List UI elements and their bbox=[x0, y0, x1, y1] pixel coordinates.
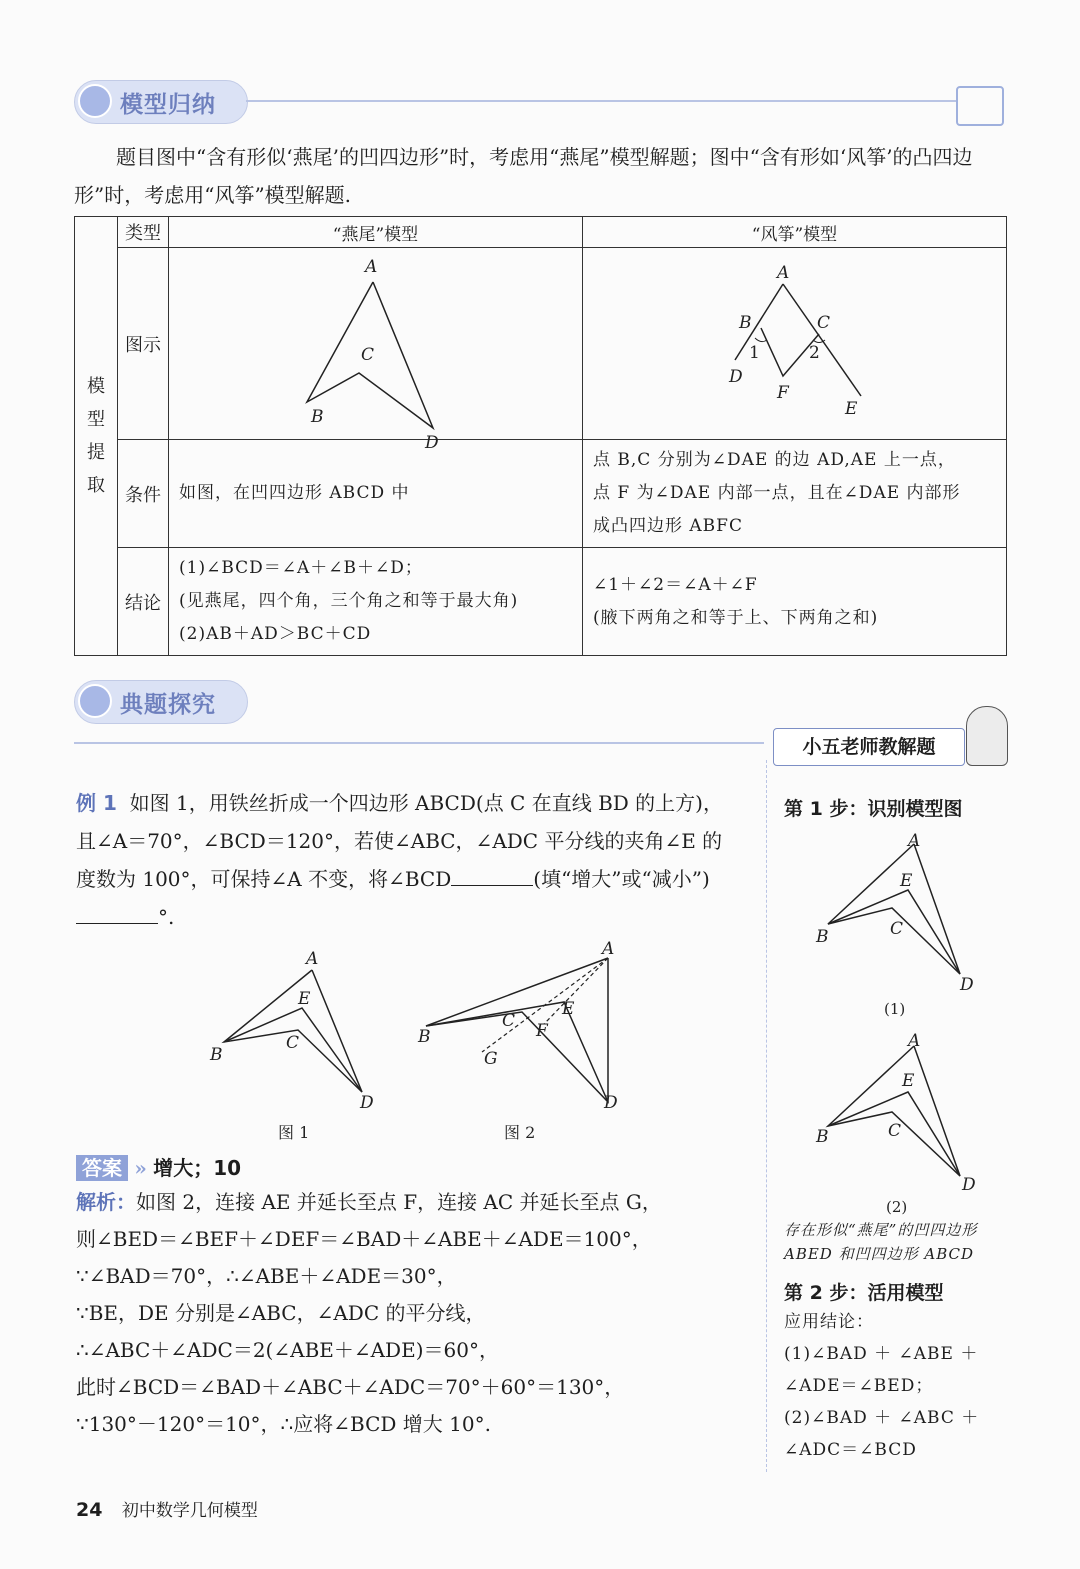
angle-label-2: 2 bbox=[809, 343, 820, 363]
intro-paragraph: 题目图中“含有形似‘燕尾’的凹四边形”时，考虑用“燕尾”模型解题；图中“含有形如‘风筝’的凸四边形”时，考虑用“风筝”模型解题. bbox=[74, 145, 973, 207]
side-fig2-caption: (2) bbox=[886, 1198, 908, 1216]
side-conclusions bbox=[784, 1306, 1014, 1466]
swallow-figure-cell bbox=[169, 248, 583, 453]
kite-condition-line: 成凸四边形 ABFC bbox=[593, 516, 743, 536]
answer-value: 增大；10 bbox=[153, 1156, 242, 1180]
teacher-avatar-icon bbox=[966, 706, 1008, 766]
section-rule bbox=[74, 742, 764, 744]
side-label bbox=[75, 217, 118, 656]
click-hand-icon bbox=[956, 86, 1004, 126]
point-label-A: A bbox=[777, 263, 790, 283]
point-label-C: C bbox=[817, 313, 831, 333]
point-label-E: E bbox=[902, 1071, 915, 1091]
row-label-figure: 图示 bbox=[118, 248, 169, 440]
point-label-B: B bbox=[816, 1127, 829, 1147]
swallow-diagram bbox=[169, 248, 582, 453]
side-label-char: 提 bbox=[87, 442, 105, 463]
fig2-outline bbox=[426, 958, 608, 1102]
point-label-B: B bbox=[311, 407, 324, 427]
analysis-label: 解析： bbox=[76, 1190, 136, 1214]
kite-side-AE bbox=[783, 284, 861, 396]
side-conclusion-line: (2)∠BAD ＋ ∠ABC ＋ bbox=[784, 1408, 980, 1428]
point-label-D: D bbox=[962, 1175, 976, 1195]
example-line: 度数为 100°，可保持∠A 不变，将∠BCD bbox=[76, 867, 452, 891]
side-figure-1 bbox=[800, 826, 1000, 1026]
analysis-line: ∵∠BAD＝70°，∴∠ABE＋∠ADE＝30°， bbox=[76, 1264, 457, 1288]
side-label-char: 型 bbox=[87, 409, 105, 430]
analysis-line: 如图 2，连接 AE 并延长至点 F，连接 AC 并延长至点 G， bbox=[136, 1190, 662, 1214]
analysis-line: 此时∠BCD＝∠BAD＋∠ABC＋∠ADC＝70°＋60°＝130°， bbox=[76, 1375, 625, 1399]
point-label-A: A bbox=[365, 257, 378, 277]
section-title: 典题探究 bbox=[120, 692, 216, 718]
example-line: °. bbox=[158, 905, 175, 929]
dashed-divider bbox=[766, 760, 767, 1472]
example-line: (填“增大”或“减小”) bbox=[533, 867, 710, 891]
fig2-dashed-AF bbox=[544, 958, 608, 1024]
example-line: 如图 1，用铁丝折成一个四边形 ABCD(点 C 在直线 BD 的上方)， bbox=[129, 791, 723, 815]
side-figure-2 bbox=[800, 1026, 1000, 1222]
kite-condition bbox=[583, 440, 1007, 548]
blank-1[interactable] bbox=[451, 865, 533, 886]
side1-outline bbox=[828, 844, 960, 974]
kite-conclusion-line: (腋下两角之和等于上、下两角之和) bbox=[593, 607, 879, 628]
point-label-C: C bbox=[286, 1033, 300, 1053]
cube-icon bbox=[78, 84, 112, 118]
point-label-C: C bbox=[361, 345, 375, 365]
point-label-D: D bbox=[960, 975, 974, 995]
point-label-F: F bbox=[536, 1021, 548, 1041]
chevron-right-icon: » bbox=[134, 1156, 147, 1180]
fig1-caption: 图 1 bbox=[278, 1123, 310, 1142]
blank-2[interactable] bbox=[76, 903, 158, 924]
point-label-A: A bbox=[602, 939, 615, 959]
point-label-B: B bbox=[739, 313, 752, 333]
step1-title: 第 1 步：识别模型图 bbox=[784, 798, 963, 820]
side-label-char: 模 bbox=[87, 376, 105, 397]
kite-conclusion bbox=[583, 548, 1007, 656]
analysis-line: ∵BE，DE 分别是∠ABC，∠ADC 的平分线， bbox=[76, 1301, 486, 1325]
swallow-conclusion bbox=[169, 548, 583, 656]
point-label-D: D bbox=[360, 1093, 374, 1113]
example-text bbox=[76, 784, 756, 936]
point-label-A: A bbox=[908, 1031, 921, 1051]
row-label-conclusion: 结论 bbox=[118, 548, 169, 656]
row-label-condition: 条件 bbox=[118, 440, 169, 548]
side-conclusion-line: (1)∠BAD ＋ ∠ABE ＋ bbox=[784, 1344, 979, 1364]
example-label: 例 1 bbox=[76, 791, 117, 815]
swallow-conclusion-line: (见燕尾，四个角，三个角之和等于最大角) bbox=[179, 591, 519, 611]
point-label-D: D bbox=[604, 1093, 618, 1113]
col-header-swallow: “燕尾”模型 bbox=[169, 217, 583, 248]
point-label-F: F bbox=[777, 383, 789, 403]
book-title: 初中数学几何模型 bbox=[121, 1501, 258, 1521]
fig2-caption: 图 2 bbox=[504, 1123, 536, 1142]
point-label-E: E bbox=[298, 989, 311, 1009]
page-number: 24 bbox=[76, 1499, 103, 1521]
point-label-C: C bbox=[888, 1121, 902, 1141]
analysis-line: ∴∠ABC＋∠ADC＝2(∠ABE＋∠ADE)＝60°， bbox=[76, 1338, 499, 1362]
swallow-condition: 如图，在凹四边形 ABCD 中 bbox=[169, 440, 583, 548]
point-label-B: B bbox=[418, 1027, 431, 1047]
page-footer bbox=[76, 1496, 258, 1521]
side2-outline bbox=[828, 1046, 960, 1176]
point-label-B: B bbox=[210, 1045, 223, 1065]
analysis-line: 则∠BED＝∠BEF＋∠DEF＝∠BAD＋∠ABE＋∠ADE＝100°， bbox=[76, 1227, 652, 1251]
analysis-line: ∵130°－120°＝10°，∴应将∠BCD 增大 10°. bbox=[76, 1412, 491, 1436]
kite-conclusion-line: ∠1＋∠2＝∠A＋∠F bbox=[593, 574, 758, 595]
row-label-type: 类型 bbox=[118, 217, 169, 248]
teacher-tip-tag: 小五老师教解题 bbox=[773, 728, 965, 766]
kite-diagram bbox=[583, 248, 1006, 434]
analysis-text bbox=[76, 1184, 766, 1443]
side-label-char: 取 bbox=[87, 475, 105, 496]
side-fig1-caption: (1) bbox=[884, 1000, 906, 1018]
point-label-B: B bbox=[816, 927, 829, 947]
point-label-A: A bbox=[908, 831, 921, 851]
side-note-line: 存在形似“燕尾”的凹四边形 bbox=[784, 1221, 978, 1239]
section-header-model-summary bbox=[74, 80, 246, 124]
point-label-E: E bbox=[845, 399, 858, 419]
example-line: 且∠A＝70°，∠BCD＝120°，若使∠ABC，∠ADC 平分线的夹角∠E 的 bbox=[76, 829, 723, 853]
point-label-C: C bbox=[890, 919, 904, 939]
point-label-D: D bbox=[425, 433, 439, 453]
point-label-A: A bbox=[306, 949, 319, 969]
point-label-E: E bbox=[900, 871, 913, 891]
section-rule bbox=[246, 100, 956, 102]
side-conclusion-line: ∠ADE＝∠BED； bbox=[784, 1376, 934, 1396]
side-note-line: ABED 和凹四边形 ABCD bbox=[784, 1245, 975, 1263]
section-title: 模型归纳 bbox=[120, 92, 216, 118]
answer-row bbox=[76, 1152, 241, 1180]
model-table bbox=[74, 216, 1007, 656]
kite-condition-line: 点 B,C 分别为∠DAE 的边 AD,AE 上一点， bbox=[593, 450, 956, 470]
col-header-kite: “风筝”模型 bbox=[583, 217, 1007, 248]
figure-1 bbox=[200, 940, 400, 1150]
angle-label-1: 1 bbox=[749, 343, 760, 363]
point-label-G: G bbox=[484, 1049, 498, 1069]
fig2-bisectors bbox=[426, 1002, 608, 1102]
figure-2 bbox=[412, 936, 632, 1150]
point-label-E: E bbox=[562, 999, 575, 1019]
step2-title: 第 2 步：活用模型 bbox=[784, 1282, 944, 1304]
swallow-conclusion-line: (2)AB＋AD＞BC＋CD bbox=[179, 624, 372, 644]
point-label-D: D bbox=[729, 367, 743, 387]
answer-label: 答案 bbox=[76, 1155, 128, 1181]
side-note bbox=[784, 1218, 977, 1266]
point-label-C: C bbox=[502, 1011, 516, 1031]
compass-icon bbox=[78, 684, 112, 718]
kite-condition-line: 点 F 为∠DAE 内部一点，且在∠DAE 内部形 bbox=[593, 483, 961, 503]
swallow-conclusion-line: (1)∠BCD＝∠A＋∠B＋∠D； bbox=[179, 558, 423, 578]
kite-figure-cell bbox=[583, 248, 1007, 440]
side-apply-label: 应用结论： bbox=[784, 1312, 874, 1332]
section-header-typical-problems bbox=[74, 680, 246, 724]
fig1-outline bbox=[224, 970, 362, 1092]
side-conclusion-line: ∠ADC＝∠BCD bbox=[784, 1440, 917, 1460]
